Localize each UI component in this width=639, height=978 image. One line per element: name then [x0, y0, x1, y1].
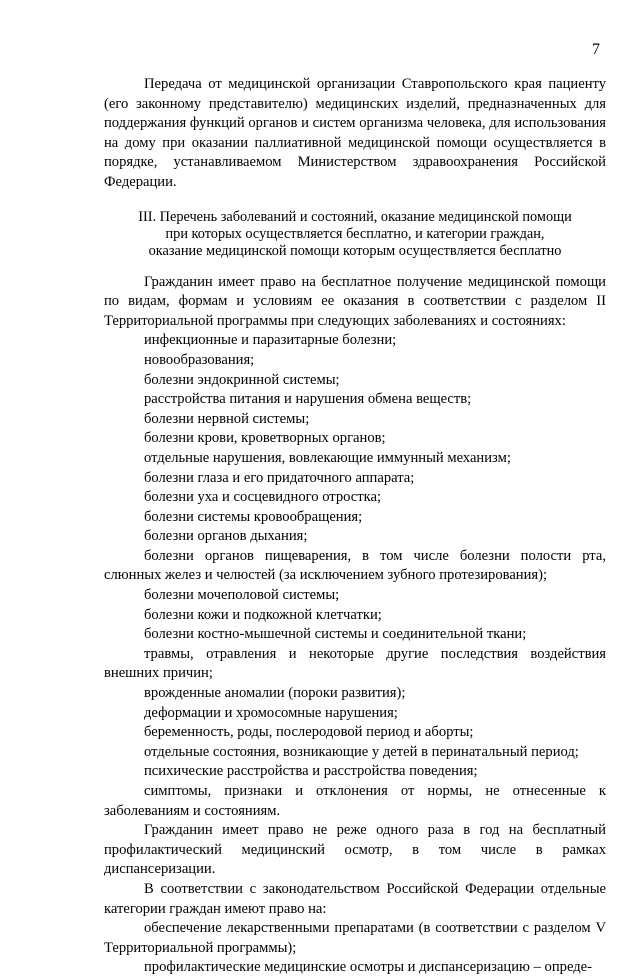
- condition-item: новообразования;: [144, 351, 255, 368]
- condition-item: симптомы, признаки и отклонения от нормы, не отнесенные к заболеваниям и состояниям.: [104, 783, 606, 819]
- lead-paragraph: Гражданин имеет право на бесплатное получение медицинской помощи по видам, формам и условиям ее оказания в соответствии с разделом II Территориальной программы при следующих заболеваниях и состояниях:: [104, 273, 606, 329]
- condition-item: болезни крови, кроветворных органов;: [144, 430, 386, 447]
- section-heading: [104, 209, 606, 260]
- condition-item: расстройства питания и нарушения обмена веществ;: [144, 391, 472, 408]
- categories-lead-paragraph: В соответствии с законодательством Российской Федерации отдельные категории граждан имеют право на:: [104, 880, 606, 917]
- condition-item: болезни мочеполовой системы;: [144, 587, 340, 604]
- conditions-list: [104, 331, 606, 821]
- condition-item: болезни системы кровообращения;: [144, 508, 363, 525]
- document-body: [104, 75, 606, 978]
- condition-item: отдельные нарушения, вовлекающие иммунный механизм;: [144, 449, 511, 466]
- condition-item: психические расстройства и расстройства поведения;: [144, 763, 478, 780]
- condition-item: врожденные аномалии (пороки развития);: [144, 685, 406, 702]
- condition-item: болезни нервной системы;: [144, 410, 310, 427]
- section-heading-line: при которых осуществляется бесплатно, и категории граждан,: [165, 225, 545, 242]
- condition-item: болезни кожи и подкожной клетчатки;: [144, 606, 382, 623]
- intro-paragraph: Передача от медицинской организации Ставропольского края пациенту (его законному представителю) медицинских изделий, предназначенных для поддержания функций органов и систем организма человека, для использования на дому при оказании паллиативной медицинской помощи осуществляется в порядке, устанавливаемом Министерством здравоохранения Российской Федерации.: [104, 76, 606, 190]
- right-item: обеспечение лекарственными препаратами (в соответствии с разделом V Территориальной программы);: [104, 920, 606, 956]
- right-item: профилактические медицинские осмотры и диспансеризацию – опреде-: [144, 959, 592, 976]
- condition-item: болезни органов дыхания;: [144, 528, 308, 545]
- condition-item: беременность, роды, послеродовой период и аборты;: [144, 724, 474, 741]
- condition-item: инфекционные и паразитарные болезни;: [144, 332, 397, 349]
- condition-item: болезни эндокринной системы;: [144, 371, 340, 388]
- condition-item: отдельные состояния, возникающие у детей в перинатальный период;: [144, 743, 579, 760]
- section-heading-line: оказание медицинской помощи которым осуществляется бесплатно: [148, 242, 562, 259]
- condition-item: болезни органов пищеварения, в том числе болезни полости рта, слюнных желез и челюстей (за исключением зубного протезирования);: [104, 547, 606, 584]
- condition-item: травмы, отравления и некоторые другие последствия воздействия внешних причин;: [104, 645, 606, 682]
- rights-list: [104, 919, 606, 978]
- section-heading-line: III. Перечень заболеваний и состояний, оказание медицинской помощи: [138, 208, 572, 225]
- condition-item: деформации и хромосомные нарушения;: [144, 704, 398, 721]
- condition-item: болезни костно-мышечной системы и соединительной ткани;: [144, 626, 527, 643]
- page-number: 7: [592, 41, 600, 58]
- condition-item: болезни глаза и его придаточного аппарата;: [144, 469, 415, 486]
- condition-item: болезни уха и сосцевидного отростка;: [144, 489, 382, 506]
- checkup-paragraph: Гражданин имеет право не реже одного раза в год на бесплатный профилактический медицинский осмотр, в том числе в рамках диспансеризации.: [104, 822, 606, 878]
